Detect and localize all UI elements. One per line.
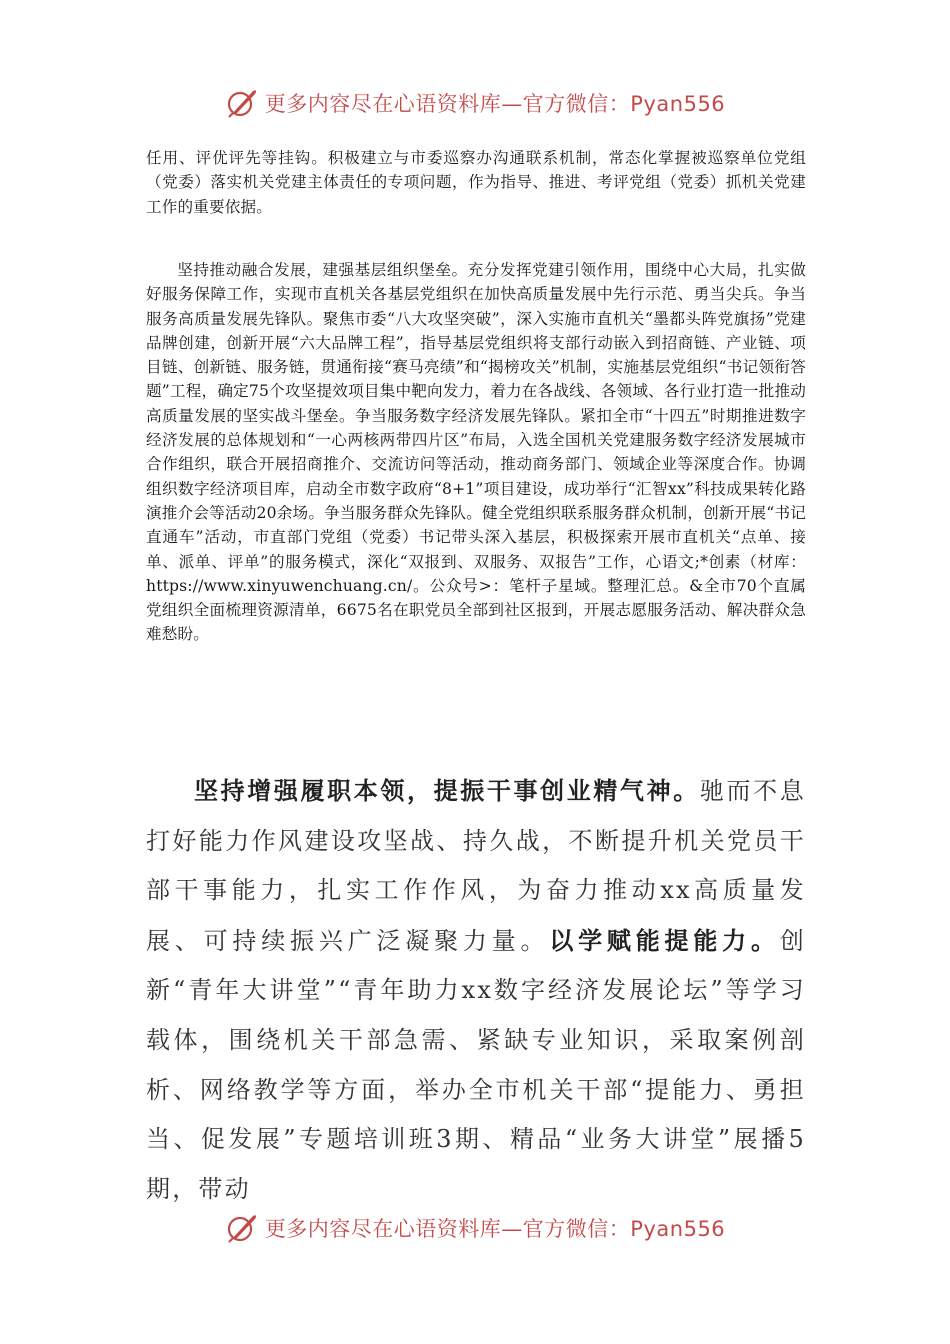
paragraph-2 bbox=[146, 258, 806, 647]
paragraph-1 bbox=[146, 146, 806, 219]
paragraph-3-body-2: 创新“青年大讲堂”“青年助力xx数字经济发展论坛”等学习载体，围绕机关干部急需、紧缺专业知识，采取案例剖析、网络教学等方面，举办全市机关干部“提能力、勇担当、促发展”专题培训班3期、精品“业务大讲堂”展播5期，带动 bbox=[146, 926, 806, 1203]
paragraph-1-text: 任用、评优评先等挂钩。积极建立与市委巡察办沟通联系机制，常态化掌握被巡察单位党组（党委）落实机关党建主体责任的专项问题，作为指导、推进、考评党组（党委）抓机关党建工作的重要依据。 bbox=[146, 149, 806, 216]
paragraph-3-text bbox=[146, 766, 806, 1214]
watermark-text: 更多内容尽在心语资料库—官方微信：Pyan556 bbox=[264, 1217, 726, 1241]
watermark-header bbox=[0, 86, 950, 120]
paragraph-3-heading: 坚持增强履职本领，提振干事创业精气神。 bbox=[194, 776, 700, 805]
watermark-text: 更多内容尽在心语资料库—官方微信：Pyan556 bbox=[264, 92, 726, 116]
watermark-footer bbox=[0, 1211, 950, 1245]
quill-pen-logo-icon bbox=[225, 86, 259, 120]
paragraph-2-text: 坚持推动融合发展，建强基层组织堡垒。充分发挥党建引领作用，围绕中心大局，扎实做好服务保障工作，实现市直机关各基层党组织在加快高质量发展中先行示范、勇当尖兵。争当服务高质量发展先锋队。聚焦市委“八大攻坚突破”，深入实施市直机关“墨都头阵党旗扬”党建品牌创建，创新开展“六大品牌工程”，指导基层党组织将支部行动嵌入到招商链、产业链、项目链、创新链、服务链，贯通衔接“赛马亮绩”和“揭榜攻关”机制，实施基层党组织“书记领衔答题”工程，确定75个攻坚提效项目集中靶向发力，着力在各战线、各领域、各行业打造一批推动高质量发展的坚实战斗堡垒。争当服务数字经济发展先锋队。紧扣全市“十四五”时期推进数字经济发展的总体规划和“一心两核两带四片区”布局，入选全国机关党建服务数字经济发展城市合作组织，联合开展招商推介、交流访问等活动，推动商务部门、领域企业等深度合作。协调组织数字经济项目库，启动全市数字政府“8+1”项目建设，成功举行“汇智xx”科技成果转化路演推介会等活动20余场。争当服务群众先锋队。健全党组织联系服务群众机制，创新开展“书记直通车”活动，市直部门党组（党委）书记带头深入基层，积极探索开展市直机关“点单、接单、派单、评单”的服务模式，深化“双报到、双服务、双报告”工作，心语文;*创素（材库：https://www.xinyuwenchuang.cn/。公众号>：笔杆子星域。整理汇总。&全市70个直属党组织全面梳理资源清单，6675名在职党员全部到社区报到，开展志愿服务活动、解决群众急难愁盼。 bbox=[146, 261, 806, 644]
paragraph-3 bbox=[146, 766, 806, 1214]
paragraph-3-body-1: 驰而不息打好能力作风建设攻坚战、持久战，不断提升机关党员干部干事能力，扎实工作作风，为奋力推动xx高质量发展、可持续振兴广泛凝聚力量。 bbox=[146, 777, 806, 955]
paragraph-3-subheading: 以学赋能提能力。 bbox=[549, 925, 780, 955]
quill-pen-logo-icon bbox=[225, 1211, 259, 1245]
